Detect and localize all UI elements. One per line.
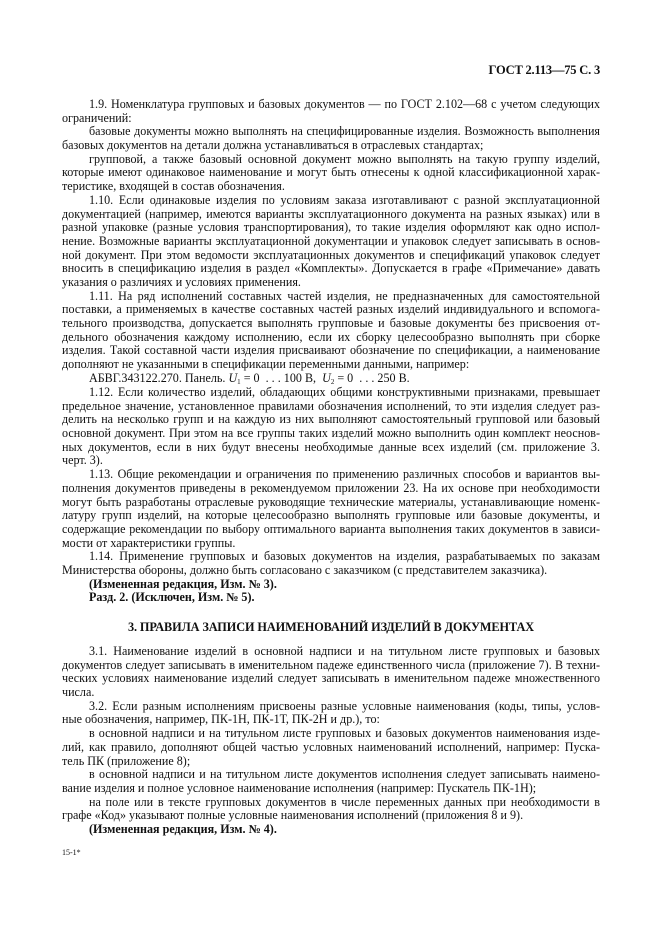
example-line bbox=[62, 372, 600, 386]
var-u2: U bbox=[322, 371, 331, 385]
text-line: 1.11. На ряд исполнений составных частей изделия, не предназначенных для самостоятельной bbox=[89, 289, 600, 303]
section-1-text-b bbox=[62, 386, 600, 605]
text-line: полнения документов приведены в рекомендуемом приложении 23. На их основе при необходимости bbox=[62, 481, 600, 495]
text-line: Министерства обороны, должно быть согласовано с заказчиком (с представителем заказчика). bbox=[62, 562, 548, 577]
amendment-note: (Измененная редакция, Изм. № 3). bbox=[89, 576, 277, 591]
text-line: в основной надписи и на титульном листе групповых и базовых документов наименования изде- bbox=[89, 727, 600, 741]
text-line: 3.1. Наименование изделий в основной надписи и на титульном листе групповых и базовых bbox=[89, 645, 600, 658]
section-1-text-a bbox=[62, 98, 600, 372]
text-line: групповой, а также базовый основной документ можно выполнять на такую группу изделий, bbox=[89, 152, 600, 166]
text-line: 3.2. Если разным исполнениям присвоены разные условные наименования (коды, типы, услов- bbox=[89, 699, 600, 713]
text-line: основной документ. При этом на все группы таких изделий можно выполнить один комплект неоснов- bbox=[62, 427, 600, 441]
text-line: документов следует записывать в именительном падеже единственного числа (приложение 7). В техни- bbox=[62, 658, 600, 672]
text-line: 1.10. Если одинаковые изделия по условиям заказа изготавливают с разной эксплуатационной bbox=[89, 193, 600, 207]
amendment-note: Разд. 2. (Исключен, Изм. № 5). bbox=[89, 590, 255, 605]
text-line: ограничений: bbox=[62, 110, 132, 125]
text-line: нение. Возможные варианты эксплуатационной документации и упаковок следует записывать в основ- bbox=[62, 234, 600, 248]
text-line: теристике, входящей в состав обозначения. bbox=[62, 179, 285, 194]
range-1: = 0 . . . 100 В, bbox=[240, 371, 323, 385]
text-line: содержащие рекомендации по выбору оптимального варианта выполнения таких документов в зависи- bbox=[62, 522, 600, 536]
text-line: тельного производства, допускается выполнять групповые и базовые документы без присвоения от- bbox=[62, 317, 600, 330]
text-line: 1.9. Номенклатура групповых и базовых документов — по ГОСТ 2.102—68 с учетом следующих bbox=[89, 98, 600, 111]
text-line: ных документов, если в них будут внесены необходимые данные всех изделий (см. приложение 3. bbox=[62, 440, 600, 454]
text-line: дополняют не указанными в спецификации переменными данными, например: bbox=[62, 357, 470, 372]
text-line: тель ПК (приложение 8); bbox=[62, 753, 191, 768]
var-u1: U bbox=[228, 371, 238, 385]
text-line: предельное значение, установленное правилами обозначения исполнений, то эти изделия следует раз- bbox=[62, 399, 600, 413]
text-line: ной документ. При этом ведомости эксплуатационных документов и спецификаций упаковок следует bbox=[62, 248, 600, 262]
text-line: вание изделия и полное условное наименование исполнения (например: Пускатель ПК-1Н); bbox=[62, 780, 537, 795]
section-3-heading: 3. ПРАВИЛА ЗАПИСИ НАИМЕНОВАНИЙ ИЗДЕЛИЙ В ДОКУМЕНТАХ bbox=[127, 620, 535, 634]
amendment-note: (Измененная редакция, Изм. № 4). bbox=[89, 821, 277, 836]
text-line: могут быть разработаны отраслевые руководящие технические материалы, устанавливающие номенк- bbox=[62, 495, 600, 509]
running-head: ГОСТ 2.113—75 С. 3 bbox=[488, 63, 600, 77]
text-line: которые имеют одинаковое наименование и могут быть отнесены к одной классификационной харак- bbox=[62, 166, 600, 180]
text-line: 1.14. Применение групповых и базовых документов на изделия, разрабатываемых по заказам bbox=[89, 550, 600, 564]
text-line: лий, как правило, дополняют общей частью условных наименований исполнений, например: Пуска- bbox=[62, 740, 600, 754]
text-line: 1.12. Если количество изделий, обладающих общими конструктивными признаками, превышает bbox=[89, 386, 600, 399]
text-line: дельного обозначения каждому исполнению, если их сборку целесообразно выполнять при сборке bbox=[62, 330, 600, 344]
text-line: 1.13. Общие рекомендации и ограничения по применению различных способов и вариантов вы- bbox=[89, 468, 600, 482]
sub-1: 1 bbox=[237, 378, 241, 386]
text-line: черт. 3). bbox=[62, 453, 103, 468]
text-line: числа. bbox=[62, 685, 95, 700]
example-designation-line bbox=[62, 372, 600, 386]
text-line: поставки, а применяемых в качестве составных частей разных изделий индивидуального и вспомога- bbox=[62, 303, 600, 317]
text-line: изделия. Такой составной части изделия присваивают обозначение по спецификации, а наименование bbox=[62, 344, 600, 358]
range-2: = 0 . . . 250 В. bbox=[334, 371, 410, 385]
text-line: документацией (например, имеются варианты эксплуатационного документа на разных языках) или в bbox=[62, 207, 600, 221]
text-line: мости от характеристики группы. bbox=[62, 535, 236, 550]
section-3-text bbox=[62, 645, 600, 837]
text-line: ные обозначения, например, ПК-1Н, ПК-1Т, ПК-2Н и др.), то: bbox=[62, 712, 380, 727]
example-prefix: АБВГ.343122.270. Панель. bbox=[89, 371, 229, 385]
text-line: ческих условиях наименование изделий следует записывать в именительном падеже множественного bbox=[62, 672, 600, 686]
text-line: базовых документов на детали должна устанавливаться в отраслевых стандартах; bbox=[62, 138, 484, 153]
text-line: делить на несколько групп и на каждую из них выполняют самостоятельный групповой или базовый bbox=[62, 413, 600, 427]
text-line: указания о различиях и условиях применения. bbox=[62, 274, 301, 289]
sheet-mark: 15-1* bbox=[62, 848, 81, 857]
text-line: латуру групп изделий, на которые целесообразно выполнять групповые или базовые документы, и bbox=[62, 509, 600, 523]
text-line: в основной надписи и на титульном листе документов исполнения следует записывать наимено- bbox=[89, 768, 600, 782]
text-line: базовые документы можно выполнять на специфицированные изделия. Возможность выполнения bbox=[89, 125, 600, 139]
sub-2: 2 bbox=[330, 378, 335, 386]
text-line: разной упаковке (разные условия транспортирования), то такие изделия оформляют как одно испол- bbox=[62, 221, 600, 235]
text-line: вносить в спецификацию изделия в раздел «Комплекты». Допускается в графе «Примечание» давать bbox=[62, 262, 600, 276]
text-line: графе «Код» указывают полные условные наименования исполнений (приложения 8 и 9). bbox=[62, 808, 524, 823]
text-line: на поле или в тексте групповых документов в числе переменных данных при необходимости в bbox=[89, 795, 600, 809]
